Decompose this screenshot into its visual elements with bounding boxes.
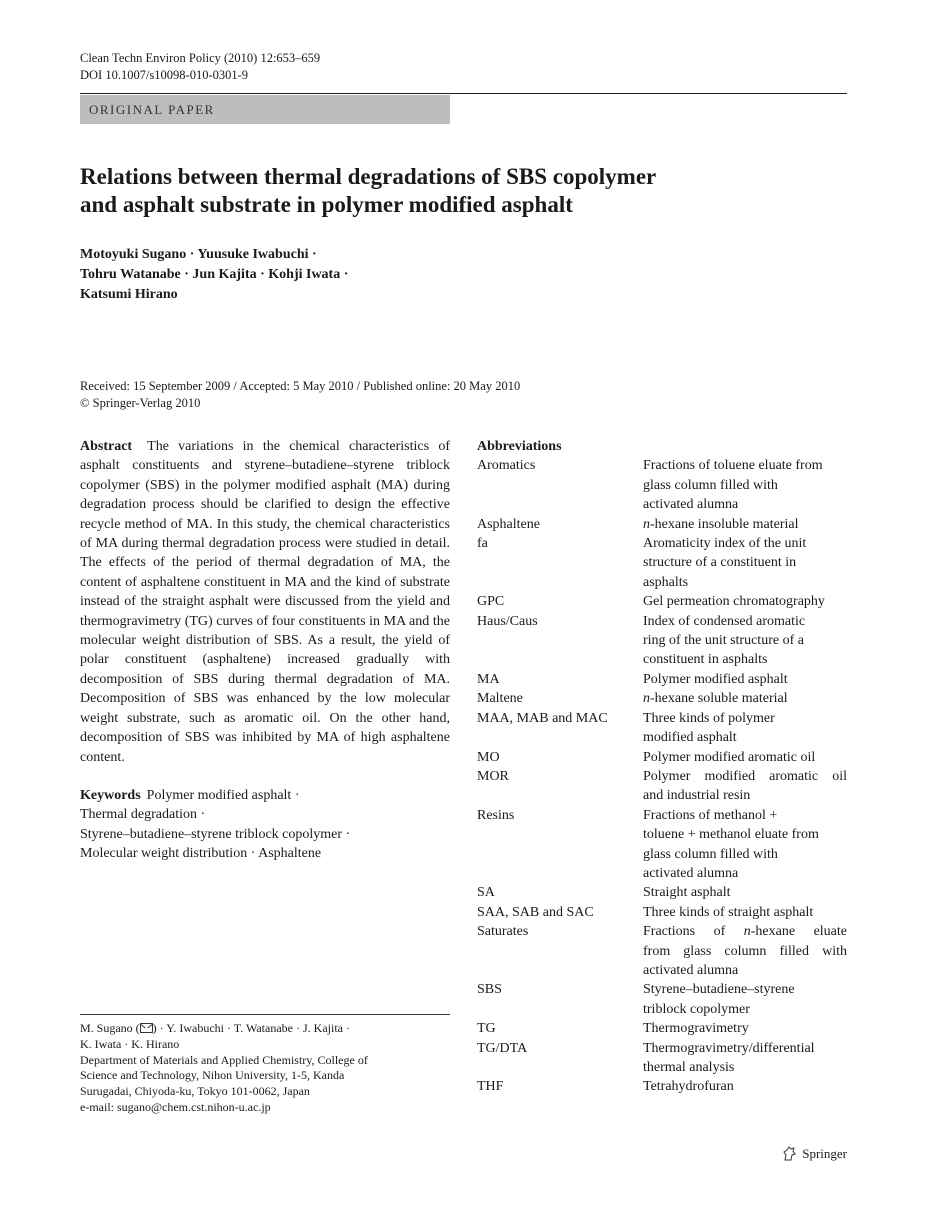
date-history: Received: 15 September 2009 / Accepted: 5 May 2010 / Published online: 20 May 2010	[80, 379, 521, 393]
definition-line: glass column filled with	[643, 846, 778, 862]
definition-line: n-hexane insoluble material	[643, 516, 799, 532]
copyright: © Springer-Verlag 2010	[80, 396, 201, 410]
affiliation-footnote	[80, 1021, 450, 1116]
abbreviation-row	[477, 980, 847, 1019]
title-line: Relations between thermal degradations of SBS copolymer	[80, 164, 657, 189]
author-line: Katsumi Hirano	[80, 287, 178, 302]
definition-line: Thermogravimetry	[643, 1021, 749, 1037]
keywords-label: Keywords	[80, 787, 141, 803]
abbreviation-term: TG/DTA	[477, 1040, 528, 1056]
definition-line: asphalts	[643, 574, 689, 590]
abbreviation-definition	[643, 748, 847, 767]
abbreviation-row	[477, 922, 847, 980]
definition-line: n-hexane soluble material	[643, 691, 788, 707]
abbreviation-term: TG	[477, 1021, 496, 1037]
abstract	[80, 437, 450, 767]
envelope-icon[interactable]	[140, 1023, 153, 1033]
abbreviation-term: SBS	[477, 982, 502, 998]
department-line: Science and Technology, Nihon University, 1-5, Kanda	[80, 1068, 345, 1083]
abbreviation-row	[477, 515, 847, 534]
abbreviation-term: THF	[477, 1079, 504, 1095]
keyword-line: Styrene–butadiene–styrene triblock copolymer ·	[80, 826, 351, 842]
definition-line: modified asphalt	[643, 730, 737, 746]
abbreviation-definition	[643, 806, 847, 884]
department-line: Surugadai, Chiyoda-ku, Tokyo 101-0062, Japan	[80, 1084, 310, 1099]
definition-line: Polymer modified asphalt	[643, 671, 788, 687]
definition-line: Polymer modified aromatic oil	[643, 768, 847, 784]
header-rule	[80, 93, 847, 94]
abbreviation-term: Maltene	[477, 691, 523, 707]
coauthors-line: K. Iwata · K. Hirano	[80, 1036, 180, 1051]
definition-line: Three kinds of straight asphalt	[643, 904, 814, 920]
definition-line: Gel permeation chromatography	[643, 594, 825, 610]
abbreviation-term: SA	[477, 885, 495, 901]
abstract-label: Abstract	[80, 439, 133, 454]
journal-citation: Clean Techn Environ Policy (2010) 12:653–659	[80, 51, 321, 65]
publication-dates	[80, 378, 847, 412]
abbreviation-row	[477, 592, 847, 611]
department-line: Department of Materials and Applied Chemistry, College of	[80, 1052, 368, 1067]
definition-line: constituent in asphalts	[643, 652, 768, 668]
springer-horse-icon	[782, 1146, 798, 1162]
definition-line: and industrial resin	[643, 788, 751, 804]
abbreviation-row	[477, 709, 847, 748]
keyword-line: Thermal degradation ·	[80, 807, 206, 823]
abbreviation-row	[477, 612, 847, 670]
definition-line: Fractions of toluene eluate from	[643, 458, 823, 474]
abbreviation-definition	[643, 1077, 847, 1096]
abbreviation-definition	[643, 456, 847, 514]
definition-line: from glass column filled with	[643, 943, 847, 959]
abbreviations-heading: Abbreviations	[477, 439, 562, 454]
definition-line: Aromaticity index of the unit	[643, 536, 807, 552]
publisher-name: Springer	[802, 1146, 847, 1161]
abbreviation-definition	[643, 670, 847, 689]
abbreviation-term: fa	[477, 536, 488, 552]
abbreviation-definition	[643, 1039, 847, 1078]
abbreviation-term: MA	[477, 671, 500, 687]
email[interactable]: e-mail: sugano@chem.cst.nihon-u.ac.jp	[80, 1099, 271, 1114]
abbreviation-term: MO	[477, 749, 500, 765]
abbreviation-definition	[643, 689, 847, 708]
keyword-line: Molecular weight distribution · Asphaltene	[80, 846, 322, 862]
doi[interactable]: DOI 10.1007/s10098-010-0301-9	[80, 68, 249, 82]
definition-line: toluene + methanol eluate from	[643, 827, 819, 843]
abbreviation-definition	[643, 612, 847, 670]
abbreviation-term: GPC	[477, 594, 505, 610]
definition-line: structure of a constituent in	[643, 555, 797, 571]
abbreviation-row	[477, 534, 847, 592]
abbreviation-definition	[643, 903, 847, 922]
abbreviation-row	[477, 883, 847, 902]
definition-line: activated alumna	[643, 962, 739, 978]
abbreviation-definition	[643, 1019, 847, 1038]
definition-line: Straight asphalt	[643, 885, 731, 901]
abbreviation-row	[477, 670, 847, 689]
coauthors: ) · Y. Iwabuchi · T. Watanabe · J. Kajita ·	[152, 1021, 350, 1035]
definition-line: Tetrahydrofuran	[643, 1079, 734, 1095]
journal-header	[80, 50, 320, 84]
definition-line: Styrene–butadiene–styrene	[643, 982, 795, 998]
abbreviation-definition	[643, 534, 847, 592]
definition-line: Fractions of n-hexane eluate	[643, 924, 847, 940]
keyword-line: Polymer modified asphalt ·	[146, 787, 300, 803]
abbreviation-row	[477, 456, 847, 514]
abbreviation-row	[477, 767, 847, 806]
abbreviation-term: MOR	[477, 768, 509, 784]
abbreviation-definition	[643, 709, 847, 748]
abbreviation-term: Aromatics	[477, 458, 536, 474]
left-column	[80, 437, 450, 864]
definition-line: Three kinds of polymer	[643, 710, 775, 726]
definition-line: triblock copolymer	[643, 1001, 750, 1017]
definition-line: glass column filled with	[643, 477, 778, 493]
abbreviation-definition	[643, 515, 847, 534]
abbreviation-row	[477, 1019, 847, 1038]
abbreviation-term: Resins	[477, 807, 515, 823]
article-type-badge: ORIGINAL PAPER	[80, 95, 450, 124]
definition-line: Polymer modified aromatic oil	[643, 749, 816, 765]
abbreviation-row	[477, 903, 847, 922]
definition-line: thermal analysis	[643, 1060, 735, 1075]
definition-line: Index of condensed aromatic	[643, 613, 806, 629]
abbreviation-term: Haus/Caus	[477, 613, 538, 629]
abbreviations-section	[477, 437, 847, 1097]
author-line: Motoyuki Sugano · Yuusuke Iwabuchi ·	[80, 247, 317, 262]
author-line: Tohru Watanabe · Jun Kajita · Kohji Iwata ·	[80, 267, 349, 282]
keywords	[80, 786, 450, 864]
abbreviation-definition	[643, 592, 847, 611]
abbreviation-term: SAA, SAB and SAC	[477, 904, 594, 920]
paper-title	[80, 163, 847, 219]
abstract-text: The variations in the chemical characteristics of asphalt constituents and styrene–butadiene–styrene triblock copolymer (SBS) in the polymer modified asphalt (MA) during degradation process should be clarified to design the effective recycle method of MA. In this study, the chemical characteristics of MA during thermal degradation process were studied in detail. The effects of the period of thermal degradation of MA, the content of asphaltene constituent in MA and the kind of substrate instead of the straight asphalt were discussed from the yield and thermogravimetry (TG) curves of four constituents in MA and the molecular weight distribution of SBS. As a result, the yield of polar constituent (asphaltene) increased gradually with decomposition of SBS during thermal degradation of MA. Decomposition of SBS was enhanced by the low molecular weight substrate, such as aromatic oil. On the other hand, decomposition of SBS was inhibited by MA of high asphaltene content.	[80, 439, 451, 765]
definition-line: Thermogravimetry/differential	[643, 1040, 815, 1056]
abbreviation-definition	[643, 767, 847, 806]
abbreviation-row	[477, 1039, 847, 1078]
definition-line: activated alumna	[643, 497, 739, 513]
title-line: and asphalt substrate in polymer modified asphalt	[80, 192, 573, 217]
publisher-logo	[782, 1146, 847, 1162]
abbreviation-definition	[643, 980, 847, 1019]
footnote-rule	[80, 1014, 450, 1015]
abbreviation-row	[477, 689, 847, 708]
author-list	[80, 245, 847, 305]
abbreviation-row	[477, 1077, 847, 1096]
corresponding-author: M. Sugano (	[80, 1021, 140, 1035]
abbreviation-term: Asphaltene	[477, 516, 540, 532]
definition-line: Fractions of methanol +	[643, 807, 778, 823]
abbreviation-definition	[643, 922, 847, 980]
abbreviation-term: MAA, MAB and MAC	[477, 710, 608, 726]
abbreviation-definition	[643, 883, 847, 902]
abbreviations-list	[477, 456, 847, 1096]
abbreviation-row	[477, 748, 847, 767]
definition-line: ring of the unit structure of a	[643, 633, 804, 649]
abbreviation-row	[477, 806, 847, 884]
abbreviation-term: Saturates	[477, 924, 529, 940]
definition-line: activated alumna	[643, 865, 739, 881]
